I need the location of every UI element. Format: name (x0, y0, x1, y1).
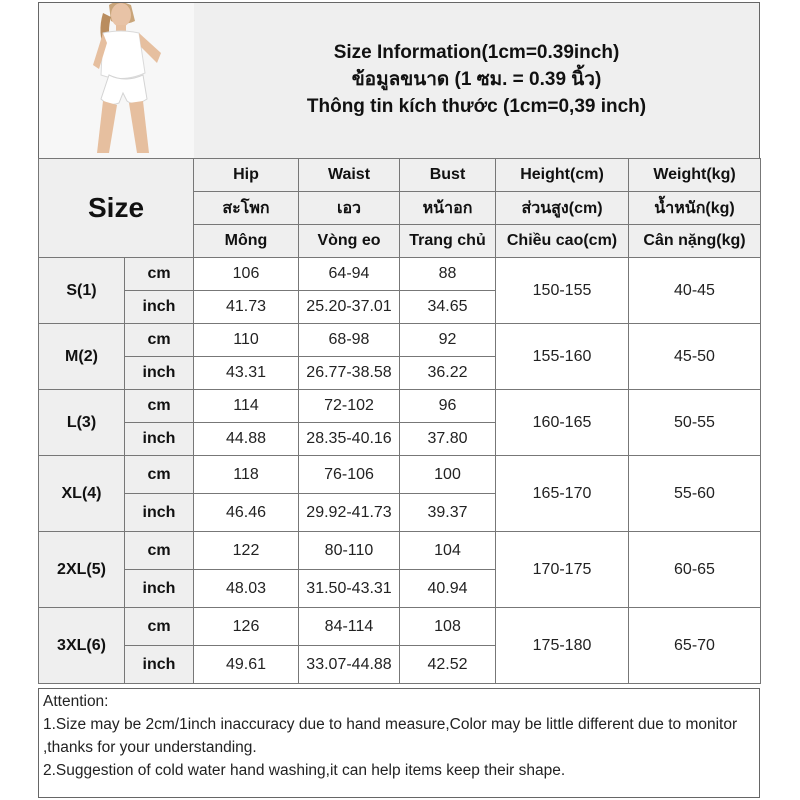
waist-cm-value: 72-102 (299, 390, 400, 423)
unit-cm-label: cm (125, 456, 194, 494)
hip-cm-value: 126 (194, 608, 299, 646)
table-row (39, 532, 761, 570)
hip-inch-value: 46.46 (194, 494, 299, 532)
size-label: M(2) (39, 324, 125, 390)
hip-cm-value: 114 (194, 390, 299, 423)
attention-note-1: 1.Size may be 2cm/1inch inaccuracy due to hand measure,Color may be little different due to monitor ,thanks for your understanding. (43, 716, 738, 756)
unit-inch-label: inch (125, 646, 194, 684)
column-header-hip-thai: สะโพก (194, 192, 299, 225)
unit-cm-label: cm (125, 390, 194, 423)
bust-cm-value: 100 (400, 456, 496, 494)
column-header-waist-thai: เอว (299, 192, 400, 225)
unit-cm-label: cm (125, 258, 194, 291)
column-header-hip: Hip (194, 159, 299, 192)
bust-cm-value: 92 (400, 324, 496, 357)
waist-cm-value: 68-98 (299, 324, 400, 357)
bust-inch-value: 37.80 (400, 423, 496, 456)
size-table (38, 158, 761, 684)
column-header-height: Height(cm) (496, 159, 629, 192)
height-value: 150-155 (496, 258, 629, 324)
bust-inch-value: 42.52 (400, 646, 496, 684)
bust-inch-value: 34.65 (400, 291, 496, 324)
height-value: 175-180 (496, 608, 629, 684)
waist-inch-value: 33.07-44.88 (299, 646, 400, 684)
height-value: 160-165 (496, 390, 629, 456)
table-row (39, 390, 761, 423)
waist-inch-value: 29.92-41.73 (299, 494, 400, 532)
size-column-header: Size (39, 159, 194, 258)
height-value: 165-170 (496, 456, 629, 532)
attention-heading: Attention: (43, 693, 109, 710)
bust-cm-value: 104 (400, 532, 496, 570)
waist-cm-value: 64-94 (299, 258, 400, 291)
bust-inch-value: 39.37 (400, 494, 496, 532)
column-header-weight: Weight(kg) (629, 159, 761, 192)
header-row-english (39, 159, 761, 192)
waist-cm-value: 80-110 (299, 532, 400, 570)
product-photo (39, 3, 195, 159)
attention-note-2: 2.Suggestion of cold water hand washing,it can help items keep their shape. (43, 762, 566, 779)
hip-cm-value: 118 (194, 456, 299, 494)
column-header-height-thai: ส่วนสูง(cm) (496, 192, 629, 225)
title-block (194, 39, 759, 120)
weight-value: 65-70 (629, 608, 761, 684)
height-value: 170-175 (496, 532, 629, 608)
column-header-weight-vietnamese: Cân nặng(kg) (629, 225, 761, 258)
unit-inch-label: inch (125, 357, 194, 390)
hip-cm-value: 122 (194, 532, 299, 570)
column-header-bust: Bust (400, 159, 496, 192)
size-label: XL(4) (39, 456, 125, 532)
attention-notes (38, 688, 760, 798)
waist-cm-value: 76-106 (299, 456, 400, 494)
unit-inch-label: inch (125, 494, 194, 532)
unit-cm-label: cm (125, 324, 194, 357)
model-illustration (39, 3, 194, 159)
unit-cm-label: cm (125, 532, 194, 570)
weight-value: 50-55 (629, 390, 761, 456)
bust-cm-value: 108 (400, 608, 496, 646)
title-vietnamese: Thông tin kích thước (1cm=0,39 inch) (306, 96, 647, 117)
table-row (39, 258, 761, 291)
hip-cm-value: 110 (194, 324, 299, 357)
table-row (39, 608, 761, 646)
waist-inch-value: 28.35-40.16 (299, 423, 400, 456)
size-label: S(1) (39, 258, 125, 324)
unit-inch-label: inch (125, 291, 194, 324)
waist-cm-value: 84-114 (299, 608, 400, 646)
column-header-waist: Waist (299, 159, 400, 192)
waist-inch-value: 25.20-37.01 (299, 291, 400, 324)
column-header-hip-vietnamese: Mông (194, 225, 299, 258)
column-header-weight-thai: น้ำหนัก(kg) (629, 192, 761, 225)
table-row (39, 324, 761, 357)
bust-inch-value: 40.94 (400, 570, 496, 608)
bust-inch-value: 36.22 (400, 357, 496, 390)
weight-value: 55-60 (629, 456, 761, 532)
hip-inch-value: 49.61 (194, 646, 299, 684)
table-row (39, 456, 761, 494)
size-label: 2XL(5) (39, 532, 125, 608)
waist-inch-value: 26.77-38.58 (299, 357, 400, 390)
weight-value: 40-45 (629, 258, 761, 324)
column-header-bust-vietnamese: Trang chủ (400, 225, 496, 258)
hip-inch-value: 41.73 (194, 291, 299, 324)
column-header-bust-thai: หน้าอก (400, 192, 496, 225)
column-header-height-vietnamese: Chiều cao(cm) (496, 225, 629, 258)
weight-value: 60-65 (629, 532, 761, 608)
hip-cm-value: 106 (194, 258, 299, 291)
title-english: Size Information(1cm=0.39inch) (333, 42, 620, 63)
unit-inch-label: inch (125, 570, 194, 608)
title-thai: ข้อมูลขนาด (1 ซม. = 0.39 นิ้ว) (351, 69, 602, 90)
weight-value: 45-50 (629, 324, 761, 390)
hip-inch-value: 48.03 (194, 570, 299, 608)
bust-cm-value: 96 (400, 390, 496, 423)
title-box (194, 3, 759, 159)
unit-inch-label: inch (125, 423, 194, 456)
unit-cm-label: cm (125, 608, 194, 646)
size-label: L(3) (39, 390, 125, 456)
header-panel (38, 2, 760, 160)
waist-inch-value: 31.50-43.31 (299, 570, 400, 608)
height-value: 155-160 (496, 324, 629, 390)
bust-cm-value: 88 (400, 258, 496, 291)
hip-inch-value: 43.31 (194, 357, 299, 390)
hip-inch-value: 44.88 (194, 423, 299, 456)
size-label: 3XL(6) (39, 608, 125, 684)
column-header-waist-vietnamese: Vòng eo (299, 225, 400, 258)
